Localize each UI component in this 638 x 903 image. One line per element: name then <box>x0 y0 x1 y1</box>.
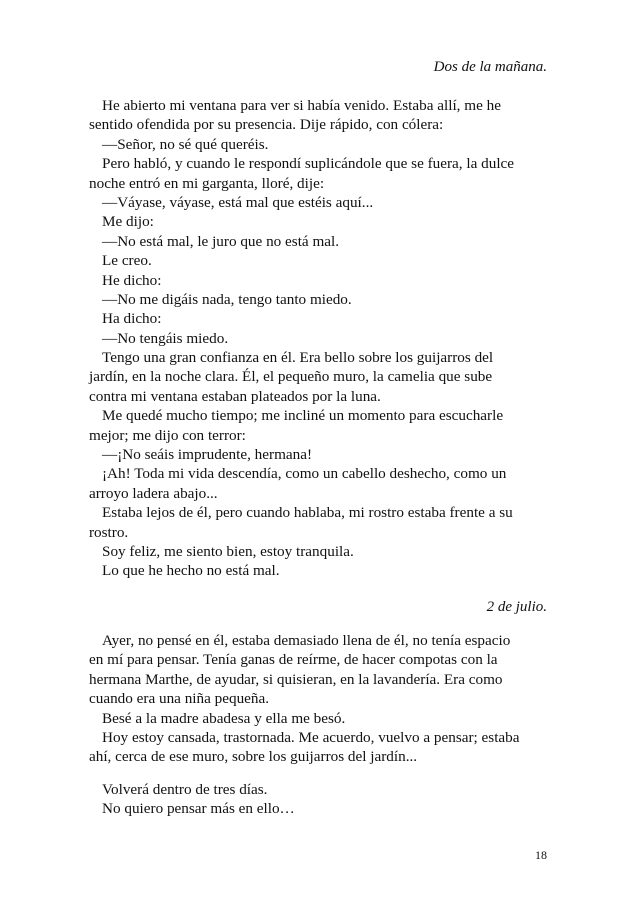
text-line: en mí para pensar. Tenía ganas de reírme, de hacer compotas con la <box>89 651 498 669</box>
text-line: arroyo ladera abajo... <box>89 484 218 502</box>
section-heading: Dos de la mañana. <box>433 59 547 75</box>
text-line: Volverá dentro de tres días. <box>102 781 268 798</box>
text-line: Lo que he hecho no está mal. <box>102 562 280 580</box>
text-line: Estaba lejos de él, pero cuando hablaba, mi rostro estaba frente a su <box>102 504 513 522</box>
text-line: No quiero pensar más en ello… <box>102 800 295 818</box>
text-line: Soy feliz, me siento bien, estoy tranquila. <box>102 542 354 560</box>
page-number: 18 <box>535 848 547 862</box>
text-line: He abierto mi ventana para ver si había venido. Estaba allí, me he <box>102 97 501 114</box>
section-body <box>89 96 559 581</box>
text-line: —¡No seáis imprudente, hermana! <box>102 446 313 464</box>
text-line: Me quedé mucho tiempo; me incliné un momento para escucharle <box>102 407 504 425</box>
text-line: Ha dicho: <box>102 310 162 328</box>
text-line: —Váyase, váyase, está mal que estéis aquí... <box>102 193 374 211</box>
text-line: —Señor, no sé qué queréis. <box>102 135 269 153</box>
text-line: cuando era una niña pequeña. <box>89 690 270 708</box>
text-line: rostro. <box>89 523 129 541</box>
text-line: Me dijo: <box>102 213 154 231</box>
text-line: He dicho: <box>102 271 162 289</box>
text-line: Pero habló, y cuando le respondí suplicándole que se fuera, la dulce <box>102 155 515 173</box>
text-line: noche entró en mi garganta, lloré, dije: <box>89 174 325 192</box>
text-line: sentido ofendida por su presencia. Dije rápido, con cólera: <box>89 116 444 134</box>
section-body <box>89 631 559 767</box>
text-line: hermana Marthe, de ayudar, si quisieran, en la lavandería. Era como <box>89 670 503 688</box>
text-line: ahí, cerca de ese muro, sobre los guijarros del jardín... <box>89 748 418 766</box>
text-line: Tengo una gran confianza en él. Era bello sobre los guijarros del <box>102 349 494 367</box>
text-line: mejor; me dijo con terror: <box>89 426 246 444</box>
text-line: —No está mal, le juro que no está mal. <box>102 232 340 250</box>
text-line: contra mi ventana estaban plateados por la luna. <box>89 387 381 405</box>
text-line: Le creo. <box>102 252 152 270</box>
text-line: jardín, en la noche clara. Él, el pequeño muro, la camelia que sube <box>89 368 493 386</box>
text-line: —No tengáis miedo. <box>102 329 229 347</box>
text-line: Besé a la madre abadesa y ella me besó. <box>102 709 346 727</box>
section-heading: 2 de julio. <box>486 599 547 615</box>
text-line: Hoy estoy cansada, trastornada. Me acuerdo, vuelvo a pensar; estaba <box>102 728 520 746</box>
text-line: ¡Ah! Toda mi vida descendía, como un cabello deshecho, como un <box>102 465 507 483</box>
text-line: —No me digáis nada, tengo tanto miedo. <box>102 290 352 308</box>
section-body <box>89 780 559 819</box>
text-line: Ayer, no pensé en él, estaba demasiado llena de él, no tenía espacio <box>102 632 511 649</box>
